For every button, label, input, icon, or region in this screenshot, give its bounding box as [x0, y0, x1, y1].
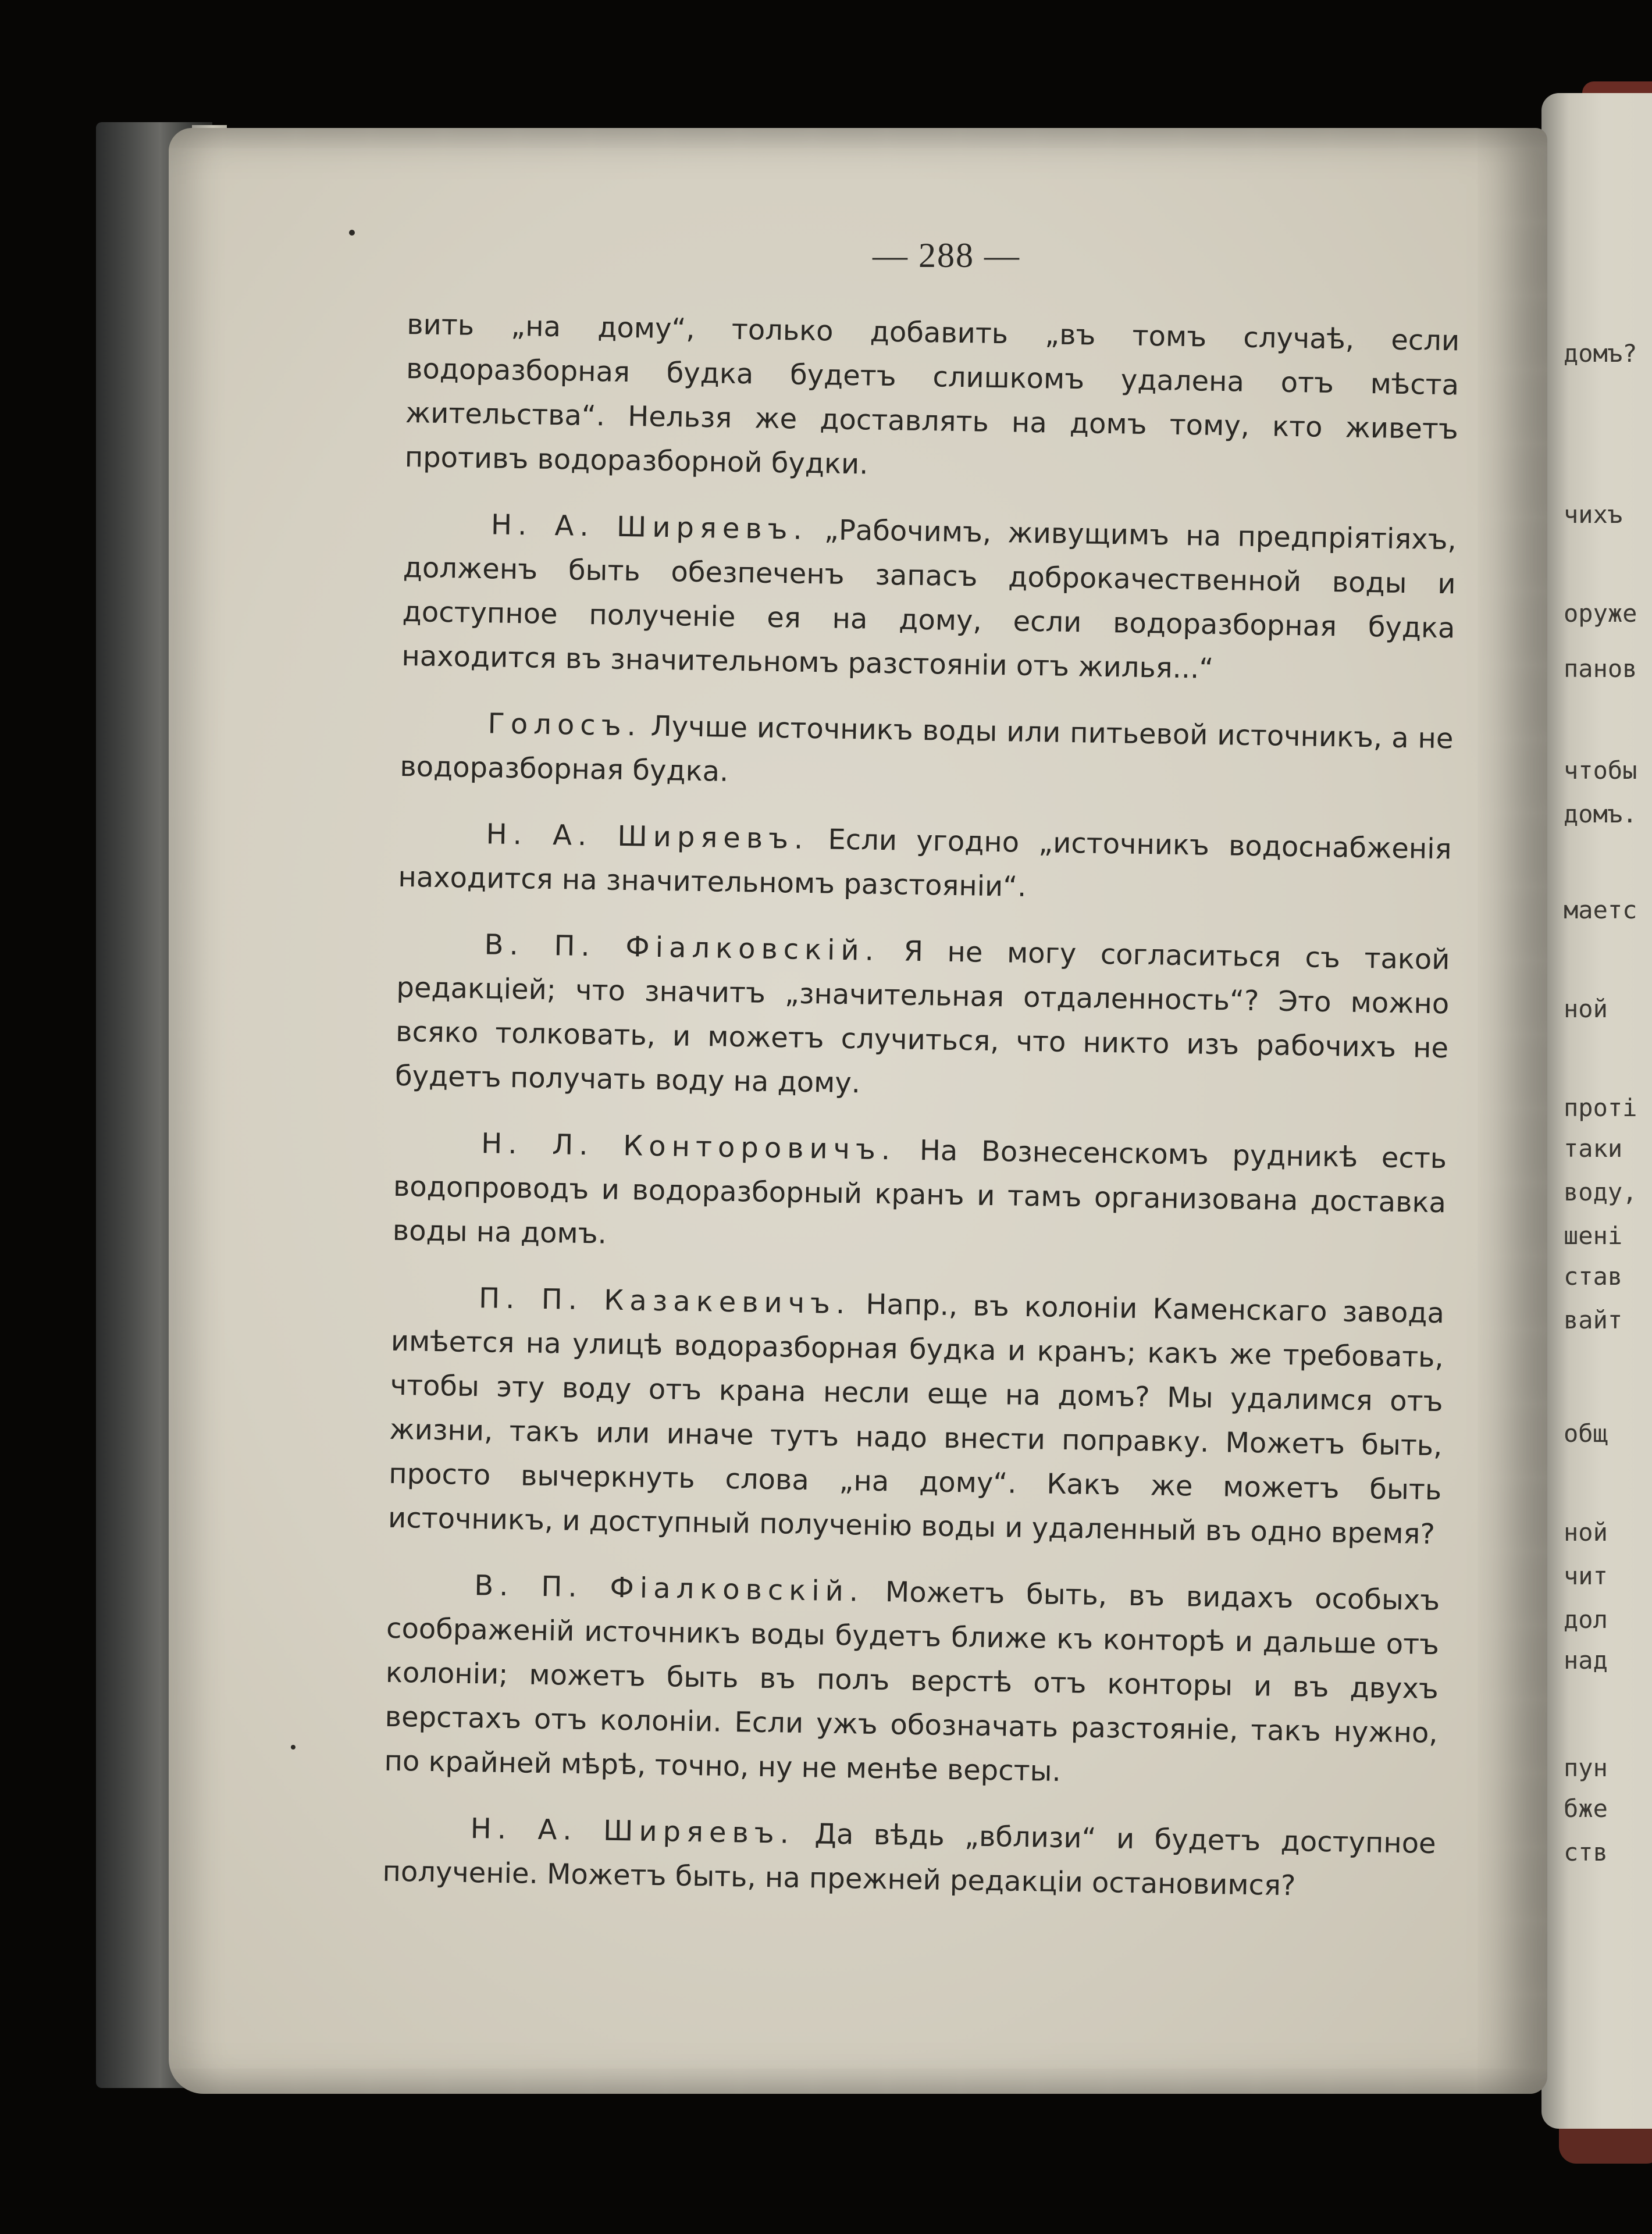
right-page-fragment: ной [1564, 1518, 1608, 1547]
paragraph [400, 700, 1454, 805]
right-page-fragment: чтобы [1564, 756, 1637, 785]
ink-spot [291, 1745, 295, 1750]
speaker-name: Н. А. Ширяевъ. [490, 508, 809, 546]
paragraph-text: Если угодно „источникъ водоснабженія находится на значительномъ разстояніи“. [398, 822, 1452, 903]
right-page-fragment: чихъ [1564, 500, 1623, 529]
right-page-fragment: маетс [1564, 896, 1637, 924]
speaker-name: В. П. Фіалковскій. [473, 1569, 864, 1608]
paragraph-text: Можетъ быть, въ видахъ особыхъ соображеній источникъ воды будетъ ближе къ конторѣ и дальше отъ колоніи; можетъ быть въ полъ верстѣ отъ конторы и въ двухъ верстахъ отъ колоніи. Если ужъ обозначать разстояніе, такъ нужно, по крайней мѣрѣ, точно, ну не менѣе версты. [384, 1575, 1440, 1788]
right-page-fragment: бже [1564, 1794, 1608, 1823]
right-page-fragment: общ [1564, 1419, 1608, 1448]
page-number: — 288 — [873, 236, 1020, 275]
paragraph-text: вить „на дому“, только добавить „въ томъ случаѣ, если водоразборная будка будетъ слишкомъ удалена отъ мѣста жительства“. Нельзя же доставлять на домъ тому, кто живетъ противъ водоразборной будки. [404, 308, 1460, 481]
right-page-fragment: воду, [1564, 1178, 1637, 1206]
right-book-spine-bottom [1559, 2129, 1652, 2164]
speaker-name: Н. А. Ширяевъ. [470, 1812, 795, 1850]
right-page-fragment: чит [1564, 1562, 1608, 1590]
speaker-name: Голосъ. [487, 707, 642, 743]
paragraph [388, 1275, 1445, 1556]
right-page-fragment: дол [1564, 1605, 1608, 1634]
paragraph-text: Да вѣдь „вблизи“ и будетъ доступное полученіе. Можетъ быть, на прежней редакціи остановимся? [382, 1817, 1437, 1902]
paragraph [404, 302, 1460, 496]
paragraph-text: Я не могу согласиться съ такой редакціей; что значитъ „значительная отдаленность“? Это можно всяко толковать, и можетъ случиться, что никто изъ рабочихъ не будетъ получать воду на дому. [394, 934, 1450, 1100]
speaker-name: П. П. Казакевичъ. [478, 1282, 851, 1321]
paragraph-text: Лучше источникъ воды или питьевой источникъ, а не водоразборная будка. [400, 710, 1454, 788]
right-page-fragment: панов [1564, 654, 1637, 683]
right-page-fragment: шені [1564, 1221, 1623, 1250]
paragraph [398, 811, 1452, 915]
paragraph-text: На Вознесенскомъ рудникѣ есть водопроводъ и водоразборный кранъ и тамъ организована доставка воды на домъ. [392, 1134, 1447, 1250]
right-page-fragment: ной [1564, 995, 1608, 1023]
right-page-fragment: вайт [1564, 1306, 1623, 1334]
right-page-fragment: оруже [1564, 599, 1637, 628]
right-page-fragment: таки [1564, 1134, 1623, 1163]
paragraph [395, 921, 1451, 1114]
paragraph [392, 1120, 1447, 1269]
ink-spot [349, 230, 355, 236]
right-page-fragment: пун [1564, 1754, 1608, 1782]
paragraph [384, 1562, 1440, 1800]
paragraph-text: „Рабочимъ, живущимъ на предпріятіяхъ, долженъ быть обезпеченъ запасъ доброкачественной воды и доступное полученіе ея на дому, если водоразборная будка находится въ значительномъ разстояніи отъ жилья...“ [401, 513, 1457, 685]
right-page-fragment: ств [1564, 1838, 1608, 1866]
right-page-fragment: проті [1564, 1093, 1637, 1122]
speaker-name: Н. А. Ширяевъ. [486, 818, 809, 856]
paragraph-text: Напр., въ колоніи Каменскаго завода имѣется на улицѣ водоразборная будка и кранъ; какъ же требовать, чтобы эту воду отъ крана несли еще на домъ? Мы удалимся отъ жизни, такъ или иначе тутъ надо внести поправку. Можетъ быть, просто вычеркнуть слова „на дому“. Какъ же можетъ быть источникъ, и доступный полученію воды и удаленный въ одно время? [387, 1288, 1445, 1551]
right-page-fragment: над [1564, 1646, 1608, 1674]
speaker-name: В. П. Фіалковскій. [484, 928, 880, 967]
paragraph [382, 1805, 1436, 1910]
right-page-fragment: домъ. [1564, 800, 1637, 828]
speaker-name: Н. Л. Конторовичъ. [480, 1127, 896, 1167]
right-page-fragment: домъ? [1564, 339, 1637, 368]
page-text [382, 302, 1459, 1932]
right-page-fragment: став [1564, 1262, 1623, 1291]
paragraph [401, 501, 1457, 694]
